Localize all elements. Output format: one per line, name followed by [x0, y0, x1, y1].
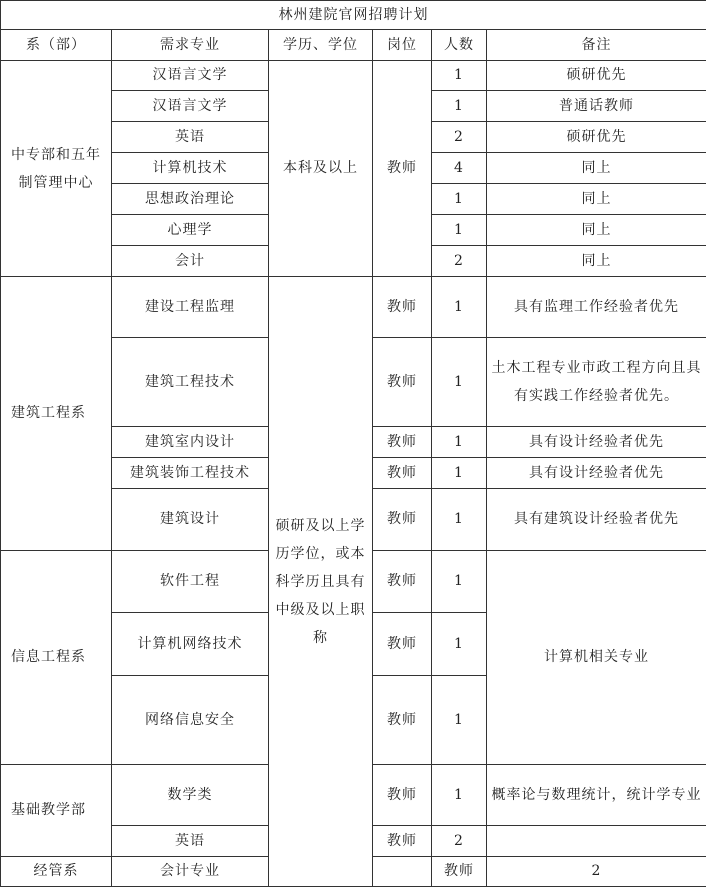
- header-count: 人数: [432, 30, 487, 61]
- table-cell-major: 会计专业: [112, 857, 269, 887]
- table-cell-remark: 概率论与数理统计，统计学专业: [487, 765, 706, 826]
- dept-jichu: 基础教学部: [1, 765, 112, 857]
- table-cell-major: 汉语言文学: [112, 91, 269, 122]
- table-cell-post: 教师: [373, 427, 432, 458]
- table-cell-count: 1: [432, 215, 487, 246]
- post-zhongzhuan: 教师: [373, 61, 432, 277]
- table-cell-count: 1: [432, 613, 487, 676]
- table-cell-count: 1: [432, 489, 487, 551]
- dept-zhongzhuan: 中专部和五年制管理中心: [1, 61, 112, 277]
- table-cell-remark: 具有监理工作经验者优先: [487, 277, 706, 338]
- table-cell-count: 1: [432, 91, 487, 122]
- table-cell-post: 教师: [373, 458, 432, 489]
- table-cell-major: 数学类: [112, 765, 269, 826]
- dept-jingguan: 经管系: [1, 857, 112, 887]
- table-cell-major: 汉语言文学: [112, 61, 269, 91]
- table-cell-post: 教师: [373, 826, 432, 857]
- table-cell-count: 1: [432, 277, 487, 338]
- header-remark: 备注: [487, 30, 706, 61]
- table-cell-major: 计算机技术: [112, 153, 269, 184]
- table-cell-post: 教师: [373, 676, 432, 765]
- table-cell-major: 英语: [112, 826, 269, 857]
- table-cell-count: 2: [432, 826, 487, 857]
- table-cell-remark: 同上: [487, 215, 706, 246]
- table-cell-count: 4: [432, 153, 487, 184]
- table-cell-count: 1: [432, 458, 487, 489]
- table-cell-count: 1: [432, 765, 487, 826]
- table-cell-remark: 同上: [487, 246, 706, 277]
- header-post: 岗位: [373, 30, 432, 61]
- table-cell-count: 1: [432, 61, 487, 91]
- table-cell-major: 计算机网络技术: [112, 613, 269, 676]
- table-cell-major: 建筑室内设计: [112, 427, 269, 458]
- remark-xinxi: 计算机相关专业: [487, 551, 706, 765]
- table-cell-remark: 具有设计经验者优先: [487, 458, 706, 489]
- table-cell-remark: 硕研优先: [487, 61, 706, 91]
- table-cell-remark: 同上: [487, 153, 706, 184]
- header-major: 需求专业: [112, 30, 269, 61]
- table-cell-major: 英语: [112, 122, 269, 153]
- header-dept: 系（部）: [1, 30, 112, 61]
- table-cell-count: 1: [432, 427, 487, 458]
- table-cell-major: 建筑工程技术: [112, 338, 269, 427]
- table-cell-post: 教师: [432, 857, 487, 887]
- table-cell-count: 1: [432, 338, 487, 427]
- table-cell-major: 建筑设计: [112, 489, 269, 551]
- dept-xinxi: 信息工程系: [1, 551, 112, 765]
- table-cell-post: 教师: [373, 277, 432, 338]
- header-degree: 学历、学位: [269, 30, 373, 61]
- table-cell-remark: 普通话教师: [487, 91, 706, 122]
- table-cell-count: 1: [432, 551, 487, 613]
- table-cell-post: 教师: [373, 551, 432, 613]
- table-cell-major: 网络信息安全: [112, 676, 269, 765]
- table-cell-major: 会计: [112, 246, 269, 277]
- table-cell-count: 1: [432, 184, 487, 215]
- table-cell-major: 建设工程监理: [112, 277, 269, 338]
- table-cell-count: 1: [432, 676, 487, 765]
- dept-jianzhu: 建筑工程系: [1, 277, 112, 551]
- table-cell-count: 2: [432, 122, 487, 153]
- table-cell-post: 教师: [373, 765, 432, 826]
- table-cell-count: 2: [432, 246, 487, 277]
- table-cell-remark: [487, 826, 706, 857]
- table-cell-remark: 硕研优先: [487, 122, 706, 153]
- degree-zhongzhuan: 本科及以上: [269, 61, 373, 277]
- table-cell-major: 心理学: [112, 215, 269, 246]
- table-cell-post: 教师: [373, 338, 432, 427]
- table-cell-major: 软件工程: [112, 551, 269, 613]
- table-cell-remark: 土木工程专业市政工程方向且具有实践工作经验者优先。: [487, 338, 706, 427]
- table-cell-count: 2: [487, 857, 706, 887]
- degree-shared: 硕研及以上学历学位，或本科学历且具有中级及以上职称: [269, 277, 373, 887]
- table-cell-remark: 具有建筑设计经验者优先: [487, 489, 706, 551]
- table-cell-degree: [373, 857, 432, 887]
- table-cell-major: 建筑装饰工程技术: [112, 458, 269, 489]
- table-cell-post: 教师: [373, 489, 432, 551]
- table-cell-remark: 同上: [487, 184, 706, 215]
- table-cell-remark: 具有设计经验者优先: [487, 427, 706, 458]
- table-cell-major: 思想政治理论: [112, 184, 269, 215]
- table-cell-post: 教师: [373, 613, 432, 676]
- table-title: 林州建院官网招聘计划: [1, 1, 706, 30]
